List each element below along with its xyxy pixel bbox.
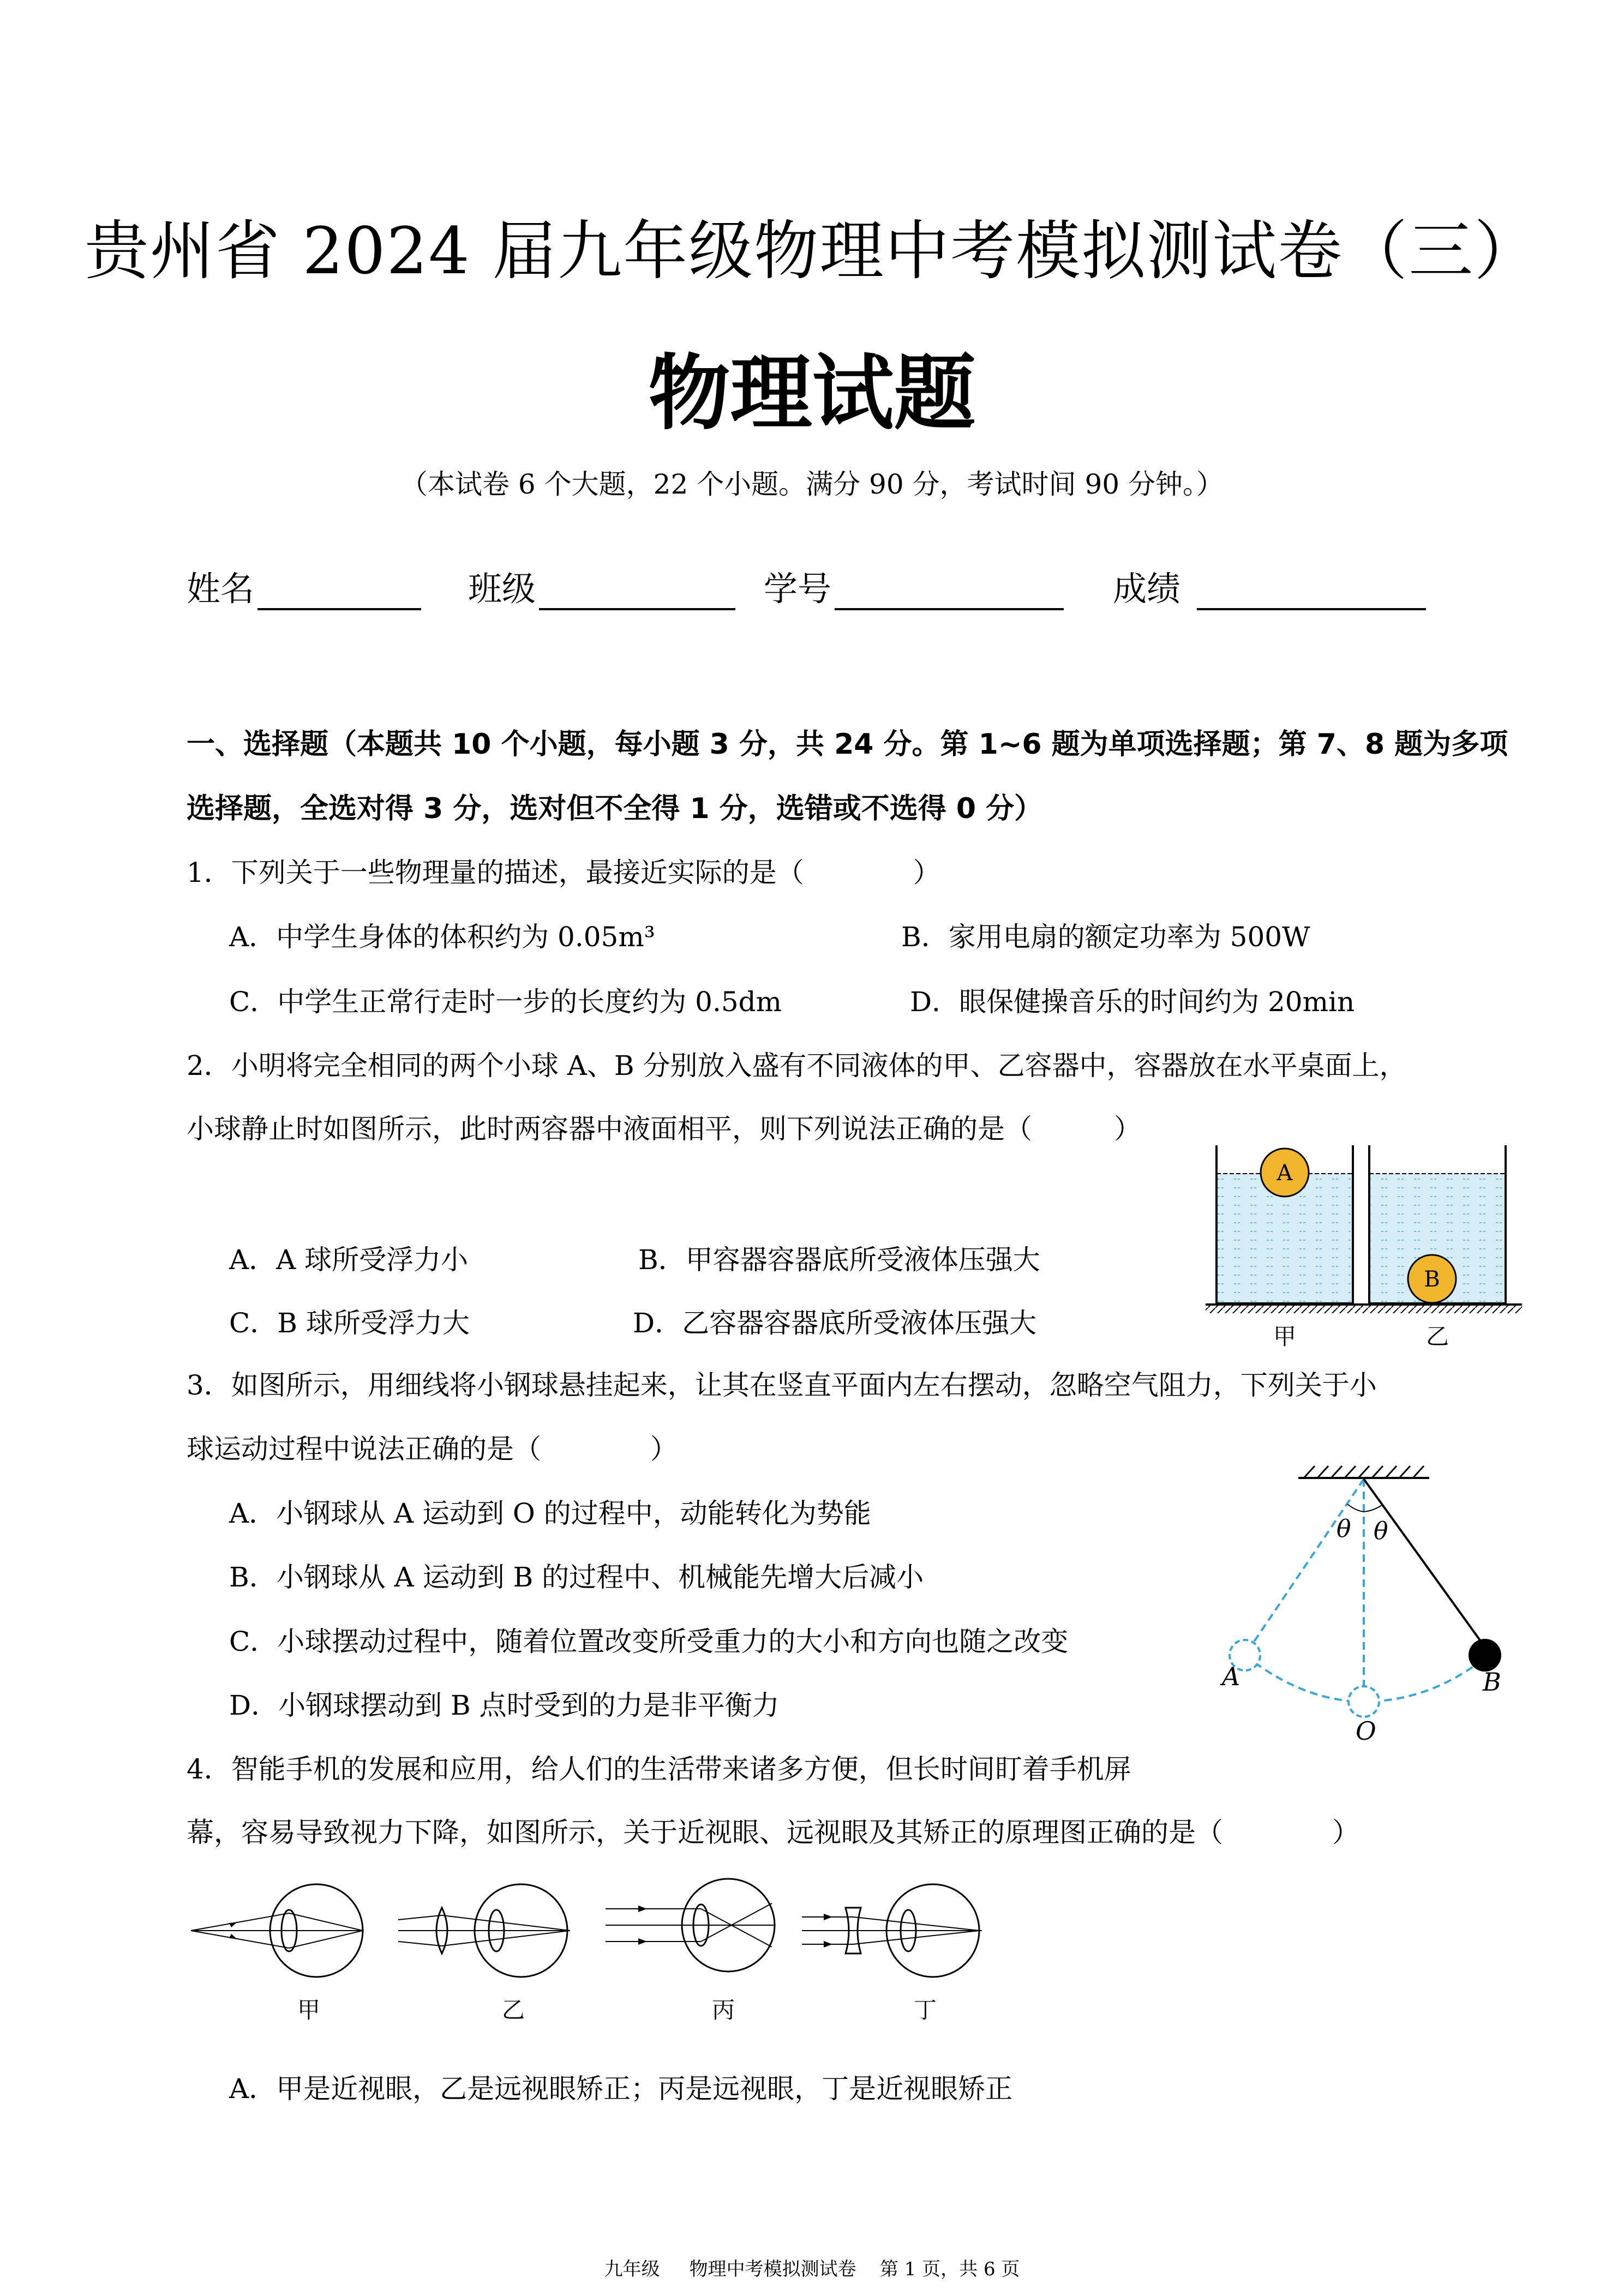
steel-ball (1469, 1639, 1501, 1672)
q3-option-d: D．小钢球摆动到 B 点时受到的力是非平衡力 (229, 1690, 780, 1721)
page-title: 贵州省 2024 届九年级物理中考模拟测试卷（三） (84, 213, 1540, 288)
q3-stem-line1: 3．如图所示，用细线将小钢球悬挂起来，让其在竖直平面内左右摆动，忽略空气阻力，下列关于小 (187, 1369, 1377, 1401)
q2-option-d: D．乙容器容器底所受液体压强大 (633, 1307, 1037, 1339)
string-position-a (1245, 1479, 1364, 1655)
q3-option-b: B．小钢球从 A 运动到 B 的过程中、机械能先增大后减小 (229, 1561, 924, 1593)
theta-left: θ (1337, 1515, 1351, 1543)
q2-containers-figure (1200, 1140, 1527, 1353)
q2-stem-line2: 小球静止时如图所示，此时两容器中液面相平，则下列说法正确的是（ ） (187, 1113, 1141, 1145)
eye-label-jia: 甲 (297, 1997, 321, 2023)
q1-option-b: B．家用电扇的额定功率为 500W (901, 921, 1310, 953)
score-blank[interactable] (1197, 574, 1426, 610)
q3-option-c: C．小球摆动过程中，随着位置改变所受重力的大小和方向也随之改变 (229, 1626, 1069, 1657)
student-id-label: 学号 (764, 569, 832, 609)
eye-diagram-jia (191, 1884, 363, 2023)
page-subtitle: 物理试题 (648, 346, 976, 441)
q4-stem-line2: 幕，容易导致视力下降，如图所示，关于近视眼、远视眼及其矫正的原理图正确的是（ ） (187, 1817, 1359, 1848)
score-label: 成绩 (1113, 569, 1181, 609)
ball-position-o (1349, 1686, 1379, 1717)
eye-diagram-bing (606, 1879, 775, 2023)
label-o: O (1356, 1716, 1376, 1745)
q3-pendulum-figure (1200, 1462, 1517, 1745)
label-a: A (1222, 1662, 1241, 1691)
student-id-field[interactable] (764, 562, 1064, 610)
q1-option-d: D．眼保健操音乐的时间约为 20min (910, 986, 1355, 1018)
score-field[interactable] (1113, 562, 1426, 610)
container-right-label: 乙 (1425, 1323, 1449, 1350)
exam-note: （本试卷 6 个大题，22 个小题。满分 90 分，考试时间 90 分钟。） (400, 468, 1224, 500)
q2-stem-line1: 2．小明将完全相同的两个小球 A、B 分别放入盛有不同液体的甲、乙容器中，容器放在水平桌面上， (187, 1050, 1407, 1081)
page-footer (0, 2254, 1624, 2281)
q4-eye-diagrams (180, 1871, 1009, 2023)
footer-page: 第 1 页，共 6 页 (879, 2258, 1020, 2280)
eye-diagram-ding (802, 1884, 982, 2023)
q4-option-a: A．甲是近视眼，乙是远视眼矫正；丙是远视眼，丁是近视眼矫正 (229, 2073, 1013, 2105)
class-field[interactable] (468, 562, 735, 610)
name-label: 姓名 (187, 569, 255, 609)
eye-label-bing: 丙 (712, 1997, 735, 2023)
container-left-label: 甲 (1273, 1323, 1297, 1350)
class-label: 班级 (468, 569, 536, 609)
q1-stem: 1．下列关于一些物理量的描述，最接近实际的是（ ） (187, 857, 940, 888)
q4-stem-line1: 4．智能手机的发展和应用，给人们的生活带来诸多方便，但长时间盯着手机屏 (187, 1753, 1131, 1785)
q2-option-b: B．甲容器容器底所受液体压强大 (638, 1244, 1040, 1276)
theta-right: θ (1374, 1517, 1388, 1545)
string-position-b (1364, 1479, 1485, 1647)
q2-option-c: C．B 球所受浮力大 (229, 1307, 470, 1339)
eye-diagram-yi (398, 1884, 570, 2023)
footer-grade: 九年级 (604, 2258, 660, 2280)
eye-label-ding: 丁 (914, 1997, 937, 2023)
q1-option-c: C．中学生正常行走时一步的长度约为 0.5dm (229, 986, 782, 1018)
student-id-blank[interactable] (835, 574, 1064, 610)
tabletop-hatch (1206, 1306, 1522, 1313)
class-blank[interactable] (539, 574, 735, 610)
ball-b-label: B (1424, 1267, 1440, 1292)
eye-label-yi: 乙 (502, 1997, 525, 2023)
q3-stem-line2: 球运动过程中说法正确的是（ ） (187, 1433, 678, 1465)
ceiling-hatch (1304, 1466, 1424, 1478)
q3-option-a: A．小钢球从 A 运动到 O 的过程中，动能转化为势能 (229, 1498, 871, 1529)
ball-a-label: A (1277, 1161, 1293, 1186)
name-field[interactable] (187, 562, 421, 610)
footer-exam: 物理中考模拟测试卷 (689, 2258, 856, 2280)
name-blank[interactable] (257, 574, 421, 610)
section-heading-line1: 一、选择题（本题共 10 个小题，每小题 3 分，共 24 分。第 1~6 题为单项选择题；第 7、8 题为多项 (187, 728, 1508, 761)
section-heading-line2: 选择题，全选对得 3 分，选对但不全得 1 分，选错或不选得 0 分） (187, 792, 1043, 825)
label-b: B (1483, 1667, 1501, 1697)
q2-option-a: A．A 球所受浮力小 (229, 1244, 469, 1276)
q1-option-a: A．中学生身体的体积约为 0.05m³ (229, 921, 655, 953)
